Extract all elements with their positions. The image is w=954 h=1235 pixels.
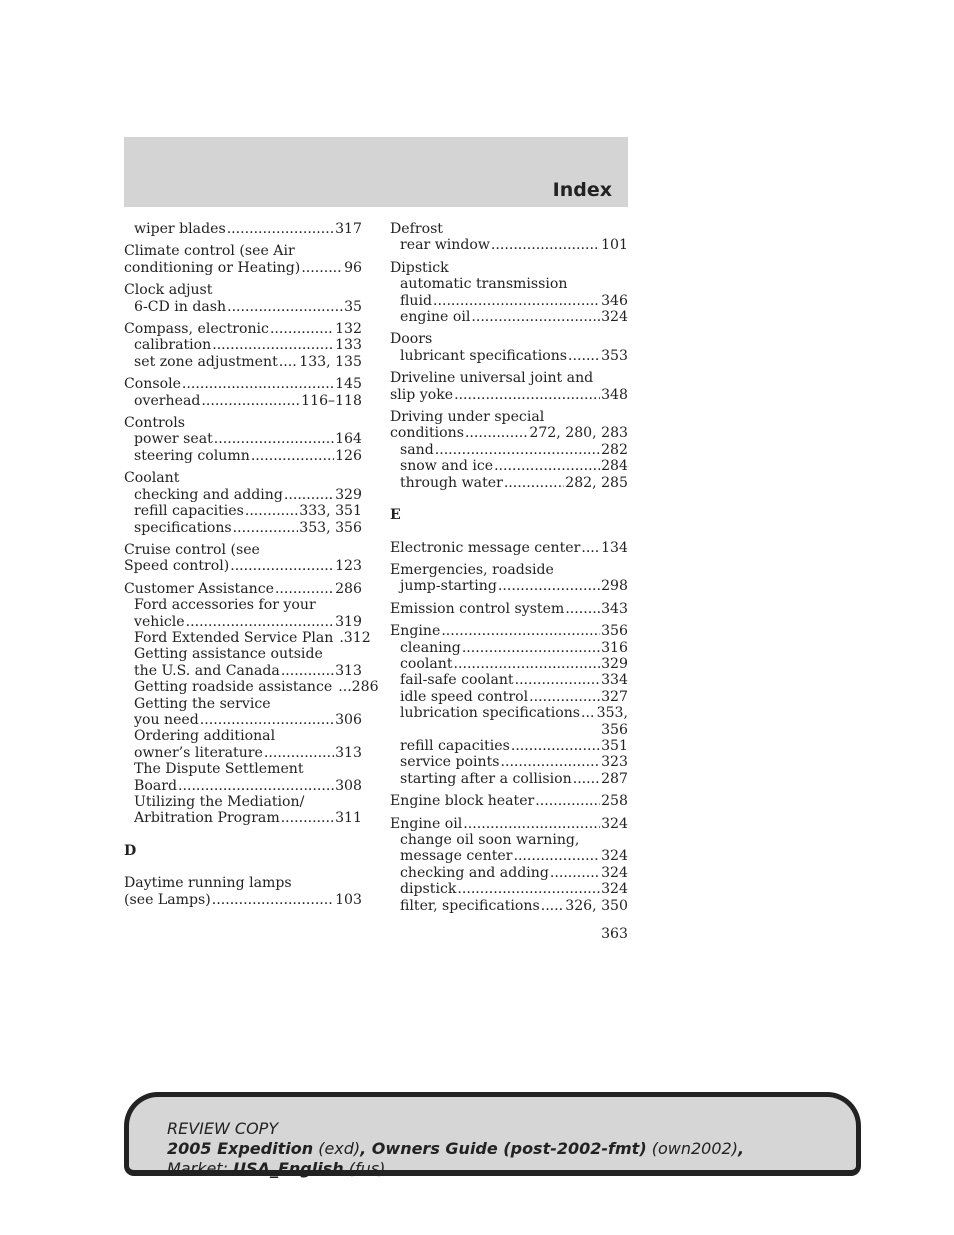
- page-reference: 324: [601, 848, 628, 865]
- dot-leader: [529, 689, 600, 705]
- entry-text: Emission control system: [390, 600, 565, 617]
- page-reference: 282: [601, 441, 628, 458]
- index-subentry: [124, 614, 362, 630]
- page-reference: 282, 285: [565, 474, 628, 491]
- entry-text: automatic transmission: [400, 276, 568, 293]
- index-term: [124, 415, 362, 431]
- index-term: [124, 260, 362, 276]
- dot-leader: [511, 738, 600, 754]
- index-subentry: [124, 448, 362, 464]
- page-reference: .312: [339, 629, 371, 646]
- page-reference: 134: [601, 539, 628, 556]
- entry-text: overhead: [134, 392, 201, 409]
- entry-text: Getting assistance outside: [134, 646, 323, 663]
- index-subentry: [390, 865, 628, 881]
- index-subentry: [124, 431, 362, 447]
- index-term: [390, 387, 628, 403]
- index-term: [124, 376, 362, 392]
- dot-leader: [233, 520, 299, 536]
- entry-text: checking and adding: [134, 486, 283, 503]
- entry-text: vehicle: [134, 613, 185, 630]
- index-term: [390, 793, 628, 809]
- entry-text: jump-starting: [400, 578, 497, 595]
- entry-text: Cruise control (see: [124, 541, 260, 558]
- footer-guide: , Owners Guide (post-2002-fmt): [360, 1139, 647, 1158]
- index-subentry: [124, 503, 362, 519]
- page-reference: 272, 280, 283: [529, 425, 628, 442]
- page-number: 363: [601, 926, 628, 942]
- page-reference: 317: [335, 221, 362, 237]
- dot-leader: [568, 348, 600, 364]
- index-entry: [390, 221, 628, 254]
- dot-leader: [541, 898, 565, 914]
- index-entry: [390, 331, 628, 364]
- entry-text: Dipstick: [390, 259, 449, 276]
- entry-text: Driving under special: [390, 409, 545, 426]
- entry-text: you need: [134, 711, 199, 728]
- page-reference: 96: [344, 259, 362, 276]
- index-term: [124, 470, 362, 486]
- entry-text: Daytime running lamps: [124, 875, 292, 892]
- index-subentry: [390, 458, 628, 474]
- index-subentry: [390, 442, 628, 458]
- dot-leader: [227, 299, 343, 315]
- entry-text: Ordering additional: [134, 728, 276, 745]
- index-entry: [124, 376, 362, 409]
- index-subentry: [390, 705, 628, 721]
- index-subentry: [124, 794, 362, 810]
- page-reference: 324: [601, 864, 628, 881]
- entry-text: slip yoke: [390, 386, 454, 403]
- index-term: [390, 425, 628, 441]
- index-entry: [124, 221, 362, 237]
- index-term: [124, 892, 362, 908]
- index-subentry: [390, 309, 628, 325]
- dot-leader: [214, 431, 334, 447]
- index-subentry: [390, 276, 628, 292]
- index-subentry: [390, 475, 628, 491]
- entry-text: Doors: [390, 331, 433, 348]
- index-subentry: [124, 778, 362, 794]
- page-reference: 323: [601, 754, 628, 771]
- entry-text: the U.S. and Canada: [134, 662, 280, 679]
- index-term: [390, 623, 628, 639]
- entry-text: Climate control (see Air: [124, 243, 295, 260]
- index-term: [124, 558, 362, 574]
- entry-text: Customer Assistance: [124, 580, 274, 597]
- index-entry: [124, 243, 362, 276]
- dot-leader: [465, 425, 528, 441]
- entry-text: Controls: [124, 415, 185, 432]
- entry-text: engine oil: [400, 309, 471, 326]
- entry-text: 6-CD in dash: [134, 298, 227, 315]
- index-term: [390, 331, 628, 347]
- footer-market: USA_English: [233, 1159, 344, 1178]
- entry-text: Clock adjust: [124, 282, 213, 299]
- entry-text: Coolant: [124, 470, 180, 487]
- entry-text: Electronic message center: [390, 539, 581, 556]
- entry-text: steering column: [134, 447, 250, 464]
- index-subentry: [390, 640, 628, 656]
- index-column-right: [390, 221, 628, 920]
- entry-text: Engine oil: [390, 815, 463, 832]
- entry-text: Board: [134, 777, 178, 794]
- entry-text: Getting the service: [134, 695, 271, 712]
- entry-text: checking and adding: [400, 864, 549, 881]
- dot-leader: [550, 865, 600, 881]
- index-entry: [390, 260, 628, 326]
- index-subentry: [124, 679, 379, 696]
- dot-leader: [573, 771, 600, 787]
- page-reference: 356: [601, 623, 628, 640]
- page-reference: 116–118: [301, 392, 362, 409]
- dot-leader: [581, 540, 600, 556]
- index-subentry: [390, 237, 628, 253]
- dot-leader: [279, 354, 298, 370]
- dot-leader: [581, 705, 596, 721]
- index-subentry: [390, 578, 628, 594]
- index-entry: [390, 816, 628, 914]
- page-reference: 346: [601, 292, 628, 309]
- index-column-left: [124, 221, 379, 914]
- dot-leader: [301, 260, 343, 276]
- page-reference: 103: [335, 891, 362, 908]
- entry-text: Driveline universal joint and: [390, 370, 594, 387]
- dot-leader: [178, 778, 334, 794]
- entry-text: starting after a collision: [400, 770, 572, 787]
- index-entry: [390, 601, 628, 617]
- page-reference: 348: [601, 386, 628, 403]
- index-term: [390, 409, 628, 425]
- page-reference: 145: [335, 376, 362, 393]
- index-subentry: [124, 646, 362, 662]
- dot-leader: [275, 581, 334, 597]
- index-entry: [124, 415, 362, 464]
- dot-leader: [284, 487, 334, 503]
- footer-comma: ,: [737, 1139, 745, 1158]
- page-reference: 164: [335, 431, 362, 448]
- index-entry: [390, 409, 628, 491]
- dot-leader: [462, 640, 600, 656]
- index-term: [390, 540, 628, 556]
- page-reference: 316: [601, 639, 628, 656]
- entry-text: Engine block heater: [390, 793, 535, 810]
- index-subentry: [390, 656, 628, 672]
- index-subentry: [390, 348, 628, 364]
- index-subentry: [124, 393, 362, 409]
- entry-text: snow and ice: [400, 458, 494, 475]
- page-reference: 343: [601, 600, 628, 617]
- entry-text: Emergencies, roadside: [390, 561, 554, 578]
- index-entry: [390, 540, 628, 556]
- index-subentry: [124, 745, 362, 761]
- index-subentry: [390, 881, 628, 897]
- dot-leader: [212, 892, 334, 908]
- index-term: [124, 581, 362, 597]
- index-subentry: [124, 597, 362, 613]
- entry-text: change oil soon warning,: [400, 832, 580, 848]
- page-reference: 313: [335, 744, 362, 761]
- dot-leader: [227, 221, 334, 237]
- entry-text: fail-safe coolant: [400, 672, 514, 689]
- index-term: [390, 370, 628, 386]
- page-reference: 313: [335, 662, 362, 679]
- page-reference: 353,: [596, 705, 628, 722]
- page-reference: 329: [335, 486, 362, 503]
- index-subentry: [124, 487, 362, 503]
- footer-model-code: (exd): [318, 1139, 361, 1158]
- entry-text: fluid: [400, 292, 433, 309]
- page-reference: 327: [601, 688, 628, 705]
- page-reference: 287: [601, 770, 628, 787]
- entry-text: rear window: [400, 237, 490, 254]
- index-entry: [124, 580, 379, 827]
- dot-leader: [230, 558, 334, 574]
- entry-text: owner’s literature: [134, 744, 263, 761]
- entry-text: Engine: [390, 623, 441, 640]
- page-reference: 298: [601, 578, 628, 595]
- index-term: [390, 601, 628, 617]
- page-reference: 353: [601, 347, 628, 364]
- entry-text: Getting roadside assistance: [134, 679, 333, 696]
- dot-leader: [498, 578, 600, 594]
- entry-text: Ford Extended Service Plan: [134, 629, 334, 646]
- entry-text: cleaning: [400, 639, 461, 656]
- page-reference: 133, 135: [299, 353, 362, 370]
- dot-leader: [515, 672, 601, 688]
- entry-text: refill capacities: [400, 737, 510, 754]
- dot-leader: [535, 793, 600, 809]
- page-reference: 333, 351: [299, 503, 362, 520]
- index-subentry: [124, 712, 362, 728]
- index-subentry: [124, 337, 362, 353]
- entry-text: power seat: [134, 431, 213, 448]
- page-reference: 324: [601, 309, 628, 326]
- dot-leader: [504, 475, 564, 491]
- dot-leader: [454, 656, 601, 672]
- index-entry: [124, 875, 362, 908]
- entry-text: specifications: [134, 519, 232, 536]
- dot-leader: [251, 448, 334, 464]
- page-reference: 308: [335, 777, 362, 794]
- entry-text: idle speed control: [400, 688, 529, 705]
- dot-leader: [457, 881, 600, 897]
- index-term: [124, 243, 362, 259]
- index-subentry: [390, 672, 628, 688]
- page-reference: 326, 350: [565, 897, 628, 914]
- entry-text: message center: [400, 848, 513, 865]
- dot-leader: [500, 754, 600, 770]
- entry-text: service points: [400, 754, 500, 771]
- entry-text: sand: [400, 441, 434, 458]
- dot-leader: [201, 393, 300, 409]
- page-reference: 35: [344, 298, 362, 315]
- entry-text: refill capacities: [134, 503, 244, 520]
- index-subentry: [124, 761, 362, 777]
- index-subentry: [390, 689, 628, 705]
- index-term: [124, 542, 362, 558]
- index-subentry: [390, 738, 628, 754]
- index-subentry: [124, 520, 362, 536]
- dot-leader: [491, 237, 600, 253]
- entry-text: Console: [124, 376, 181, 393]
- entry-text: Utilizing the Mediation/: [134, 794, 305, 810]
- entry-text: wiper blades: [134, 221, 226, 237]
- review-copy-label: REVIEW COPY: [167, 1119, 279, 1138]
- page-reference: 123: [335, 558, 362, 575]
- index-entry: [124, 282, 362, 315]
- dot-leader: [245, 503, 298, 519]
- dot-leader: [463, 816, 600, 832]
- page-reference: 286: [335, 580, 362, 597]
- page-reference: 258: [601, 793, 628, 810]
- entry-text: The Dispute Settlement: [134, 761, 304, 778]
- footer-guide-code: (own2002): [651, 1139, 738, 1158]
- page-reference: 132: [335, 321, 362, 338]
- dot-leader: [200, 712, 334, 728]
- entry-text: set zone adjustment: [134, 353, 278, 370]
- page-reference: ...286: [338, 679, 379, 696]
- entry-text: calibration: [134, 337, 212, 354]
- page-reference: 306: [335, 711, 362, 728]
- index-subentry: [124, 221, 362, 237]
- dot-leader: [182, 376, 334, 392]
- entry-text: conditions: [390, 425, 464, 442]
- entry-text: coolant: [400, 655, 453, 672]
- entry-text: lubricant specifications: [400, 347, 568, 364]
- dot-leader: [565, 601, 600, 617]
- entry-text: through water: [400, 474, 503, 491]
- dot-leader: [471, 309, 600, 325]
- index-entry: [390, 562, 628, 595]
- dot-leader: [281, 810, 334, 826]
- page-reference: 353, 356: [299, 519, 362, 536]
- page-reference: 311: [335, 810, 362, 827]
- page-reference: 351: [601, 737, 628, 754]
- entry-text: Ford accessories for your: [134, 597, 316, 614]
- index-term: [390, 816, 628, 832]
- index-subentry: [390, 293, 628, 309]
- index-subentry: [124, 629, 371, 646]
- entry-text: lubrication specifications: [400, 705, 581, 722]
- page-reference: 284: [601, 458, 628, 475]
- index-subentry: [390, 898, 628, 914]
- page-reference: 324: [601, 815, 628, 832]
- index-term: [124, 875, 362, 891]
- page-reference: 126: [335, 447, 362, 464]
- index-subentry: [390, 848, 628, 864]
- index-subentry: [124, 354, 362, 370]
- index-subentry: [390, 832, 628, 848]
- entry-text: dipstick: [400, 881, 457, 898]
- footer-text: [167, 1119, 744, 1179]
- dot-leader: [264, 745, 334, 761]
- page-reference: 334: [601, 672, 628, 689]
- entry-text: Compass, electronic: [124, 321, 269, 338]
- section-letter: E: [390, 507, 401, 524]
- index-subentry: [124, 728, 362, 744]
- page-reference: 324: [601, 881, 628, 898]
- page-title: Index: [552, 179, 612, 201]
- dot-leader: [270, 321, 334, 337]
- page-reference: 319: [335, 613, 362, 630]
- index-entry: [390, 623, 628, 787]
- dot-leader: [435, 442, 600, 458]
- dot-leader: [212, 337, 334, 353]
- page-reference: 101: [601, 237, 628, 254]
- dot-leader: [433, 293, 600, 309]
- dot-leader: [494, 458, 600, 474]
- page-reference: 356: [601, 721, 628, 738]
- dot-leader: [281, 663, 334, 679]
- entry-text: (see Lamps): [124, 891, 211, 908]
- dot-leader: [513, 848, 600, 864]
- header-band: [124, 137, 628, 207]
- index-entry: [124, 542, 362, 575]
- index-subentry: [124, 663, 362, 679]
- section-letter: D: [124, 842, 137, 859]
- footer-model: 2005 Expedition: [167, 1139, 314, 1158]
- index-subentry: [124, 696, 362, 712]
- index-subentry: [390, 722, 628, 738]
- index-entry: [390, 370, 628, 403]
- index-subentry: [124, 810, 362, 826]
- page-reference: 329: [601, 655, 628, 672]
- index-term: [390, 221, 628, 237]
- dot-leader: [186, 614, 334, 630]
- index-entry: [124, 470, 362, 536]
- entry-text: Defrost: [390, 221, 443, 237]
- index-term: [390, 562, 628, 578]
- index-subentry: [124, 299, 362, 315]
- footer-market-code: (fus): [348, 1159, 386, 1178]
- index-subentry: [390, 754, 628, 770]
- index-term: [124, 321, 362, 337]
- review-copy-footer: [124, 1092, 861, 1176]
- index-entry: [124, 321, 362, 370]
- entry-text: filter, specifications: [400, 897, 540, 914]
- dot-leader: [441, 623, 600, 639]
- page-reference: 133: [335, 337, 362, 354]
- index-subentry: [390, 771, 628, 787]
- entry-text: Arbitration Program: [134, 810, 280, 827]
- index-entry: [390, 793, 628, 809]
- index-term: [124, 282, 362, 298]
- footer-market-label: Market:: [167, 1159, 228, 1178]
- entry-text: Speed control): [124, 558, 230, 575]
- dot-leader: [454, 387, 600, 403]
- entry-text: conditioning or Heating): [124, 259, 301, 276]
- index-term: [390, 260, 628, 276]
